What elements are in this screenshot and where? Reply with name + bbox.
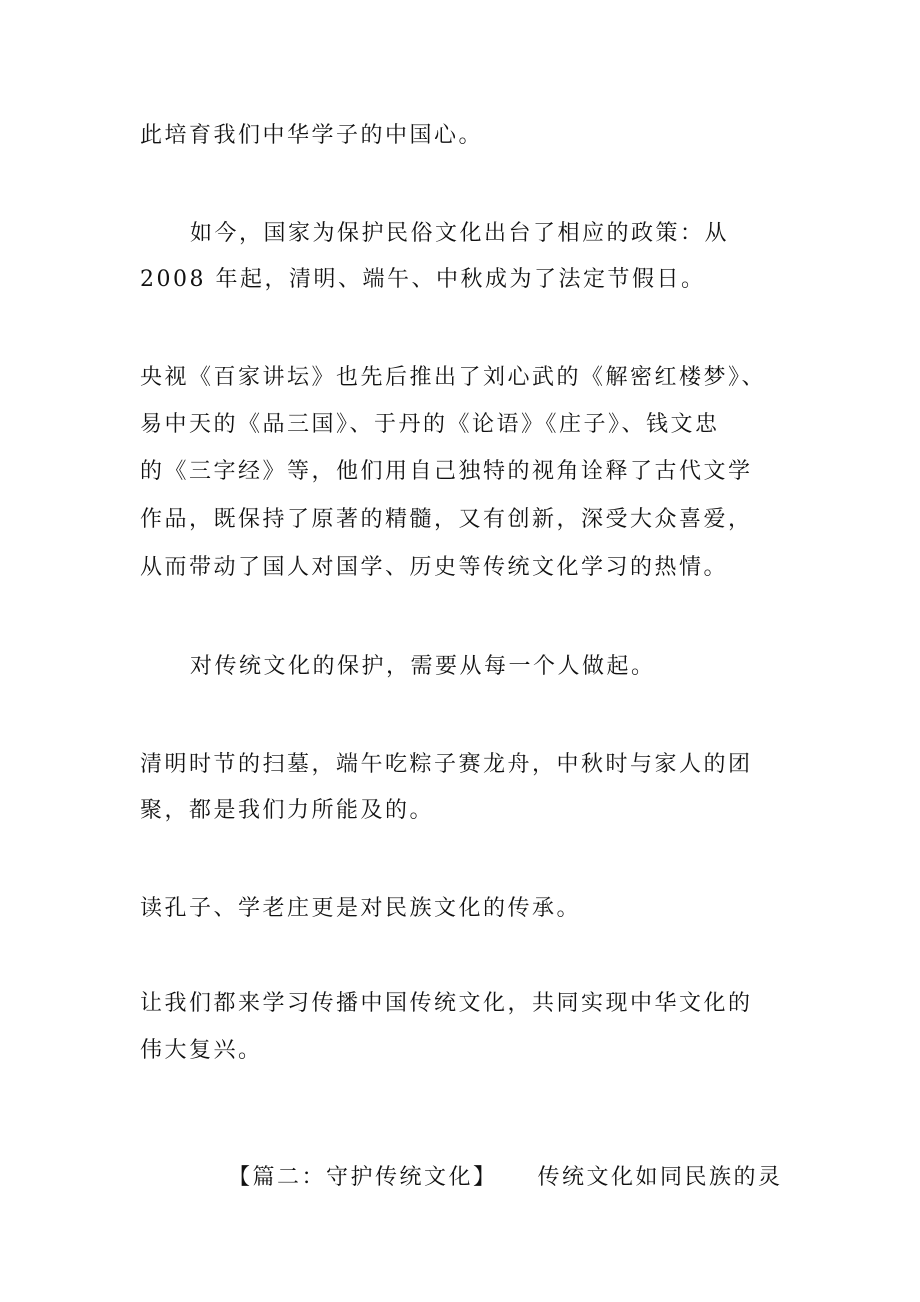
paragraph-3-line-1: 央视《百家讲坛》也先后推出了刘心武的《解密红楼梦》、 xyxy=(140,365,767,390)
section-heading-title: 【篇二：守护传统文化】 xyxy=(227,1165,498,1190)
section-heading-line xyxy=(190,1133,783,1223)
paragraph-3-line-4: 作品，既保持了原著的精髓，又有创新，深受大众喜爱， xyxy=(140,507,753,532)
paragraph-7-line-2: 伟大复兴。 xyxy=(140,1038,263,1063)
paragraph-3-line-3: 的《三字经》等，他们用自己独特的视角诠释了古代文学 xyxy=(140,459,753,484)
paragraph-2-line-2: 2008 年起，清明、端午、中秋成为了法定节假日。 xyxy=(140,267,706,292)
paragraph-5-line-1: 清明时节的扫墓，端午吃粽子赛龙舟，中秋时与家人的团 xyxy=(140,752,753,777)
paragraph-3-line-2: 易中天的《品三国》、于丹的《论语》《庄子》、钱文忠 xyxy=(140,412,720,437)
paragraph-4-line-1: 对传统文化的保护，需要从每一个人做起。 xyxy=(190,654,656,679)
paragraph-5-line-2: 聚，都是我们力所能及的。 xyxy=(140,798,435,823)
paragraph-2-line-1: 如今，国家为保护民俗文化出台了相应的政策：从 xyxy=(190,221,730,246)
paragraph-6-line-1: 读孔子、学老庄更是对民族文化的传承。 xyxy=(140,896,582,921)
section-heading-text: 传统文化如同民族的灵 xyxy=(537,1165,783,1190)
paragraph-7-line-1: 让我们都来学习传播中国传统文化，共同实现中华文化的 xyxy=(140,991,753,1016)
paragraph-1-line-1: 此培育我们中华学子的中国心。 xyxy=(140,123,484,148)
paragraph-3-line-5: 从而带动了国人对国学、历史等传统文化学习的热情。 xyxy=(140,555,729,580)
